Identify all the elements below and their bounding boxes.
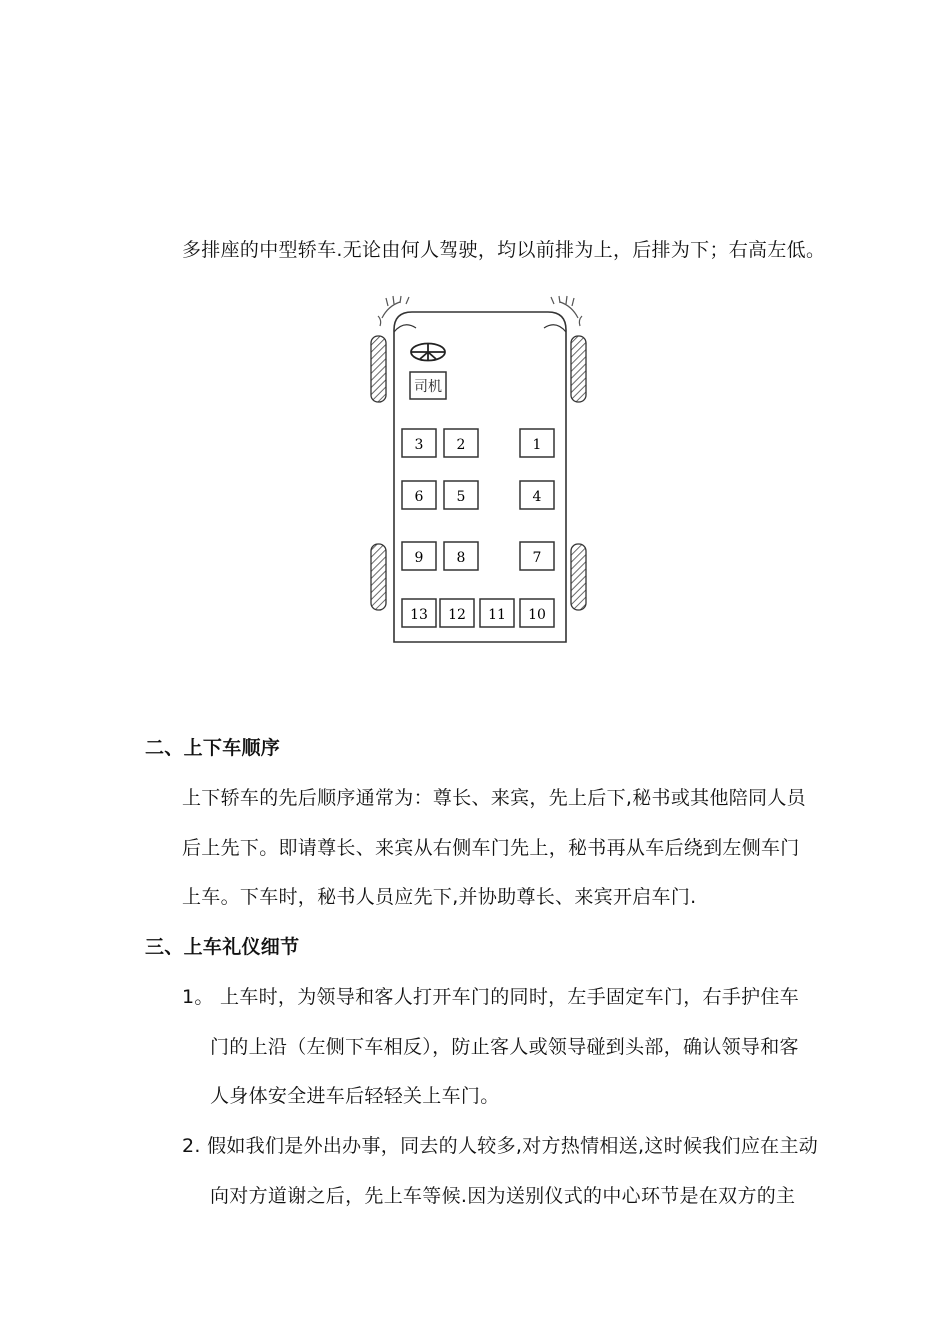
section3-item2-line-1: 2. 假如我们是外出办事，同去的人较多,对方热情相送,这时候我们应在主动 [182, 1135, 819, 1157]
intro-paragraph: 多排座的中型轿车.无论由何人驾驶，均以前排为上，后排为下；右高左低。 [182, 239, 826, 261]
section2-line-1: 上下轿车的先后顺序通常为：尊长、来宾，先上后下,秘书或其他陪同人员 [182, 787, 806, 809]
section2-heading: 二、上下车顺序 [145, 737, 281, 759]
section3-heading: 三、上车礼仪细节 [145, 936, 300, 958]
seat-6 [402, 481, 436, 509]
seat-12 [440, 599, 474, 627]
seat-10 [520, 599, 554, 627]
seat-9 [402, 542, 436, 570]
wheel-front-left [371, 336, 386, 402]
svg-text:1: 1 [532, 437, 542, 453]
seat-11 [480, 599, 514, 627]
section3-item1-line-3: 人身体安全进车后轻轻关上车门。 [210, 1085, 500, 1107]
svg-text:4: 4 [532, 489, 542, 505]
wheel-rear-right [571, 544, 586, 610]
car-seating-diagram [360, 292, 600, 648]
wheel-rear-left [371, 544, 386, 610]
svg-text:2: 2 [456, 437, 466, 453]
svg-text:7: 7 [532, 550, 542, 566]
section2-line-3: 上车。下车时，秘书人员应先下,并协助尊长、来宾开启车门. [182, 886, 697, 908]
front-right-corner [544, 325, 566, 332]
seat-3 [402, 429, 436, 457]
section3-item1-line-1: 1。 上车时，为领导和客人打开车门的同时，左手固定车门，右手护住车 [182, 986, 800, 1008]
section3-item2-line-2: 向对方道谢之后，先上车等候.因为送别仪式的中心环节是在双方的主 [210, 1185, 796, 1207]
seat-13 [402, 599, 436, 627]
driver-label: 司机 [414, 379, 442, 395]
wheel-front-right [571, 336, 586, 402]
seat-4 [520, 481, 554, 509]
svg-text:9: 9 [414, 550, 424, 566]
svg-text:10: 10 [528, 607, 546, 623]
section3-item1-line-2: 门的上沿（左侧下车相反），防止客人或领导碰到头部，确认领导和客 [210, 1036, 799, 1058]
left-headlight-icon [378, 296, 409, 326]
svg-text:13: 13 [410, 607, 428, 623]
seat-5 [444, 481, 478, 509]
svg-text:3: 3 [414, 437, 424, 453]
svg-text:6: 6 [414, 489, 424, 505]
seat-7 [520, 542, 554, 570]
svg-text:8: 8 [456, 550, 466, 566]
car-body [394, 312, 566, 642]
right-headlight-icon [551, 296, 582, 326]
front-left-corner [394, 325, 416, 332]
svg-text:12: 12 [448, 607, 466, 623]
section2-line-2: 后上先下。即请尊长、来宾从右侧车门先上，秘书再从车后绕到左侧车门 [182, 837, 800, 859]
svg-text:11: 11 [488, 607, 506, 623]
seat-1 [520, 429, 554, 457]
steering-wheel-icon [411, 344, 445, 361]
seat-8 [444, 542, 478, 570]
svg-text:5: 5 [456, 489, 466, 505]
seat-2 [444, 429, 478, 457]
